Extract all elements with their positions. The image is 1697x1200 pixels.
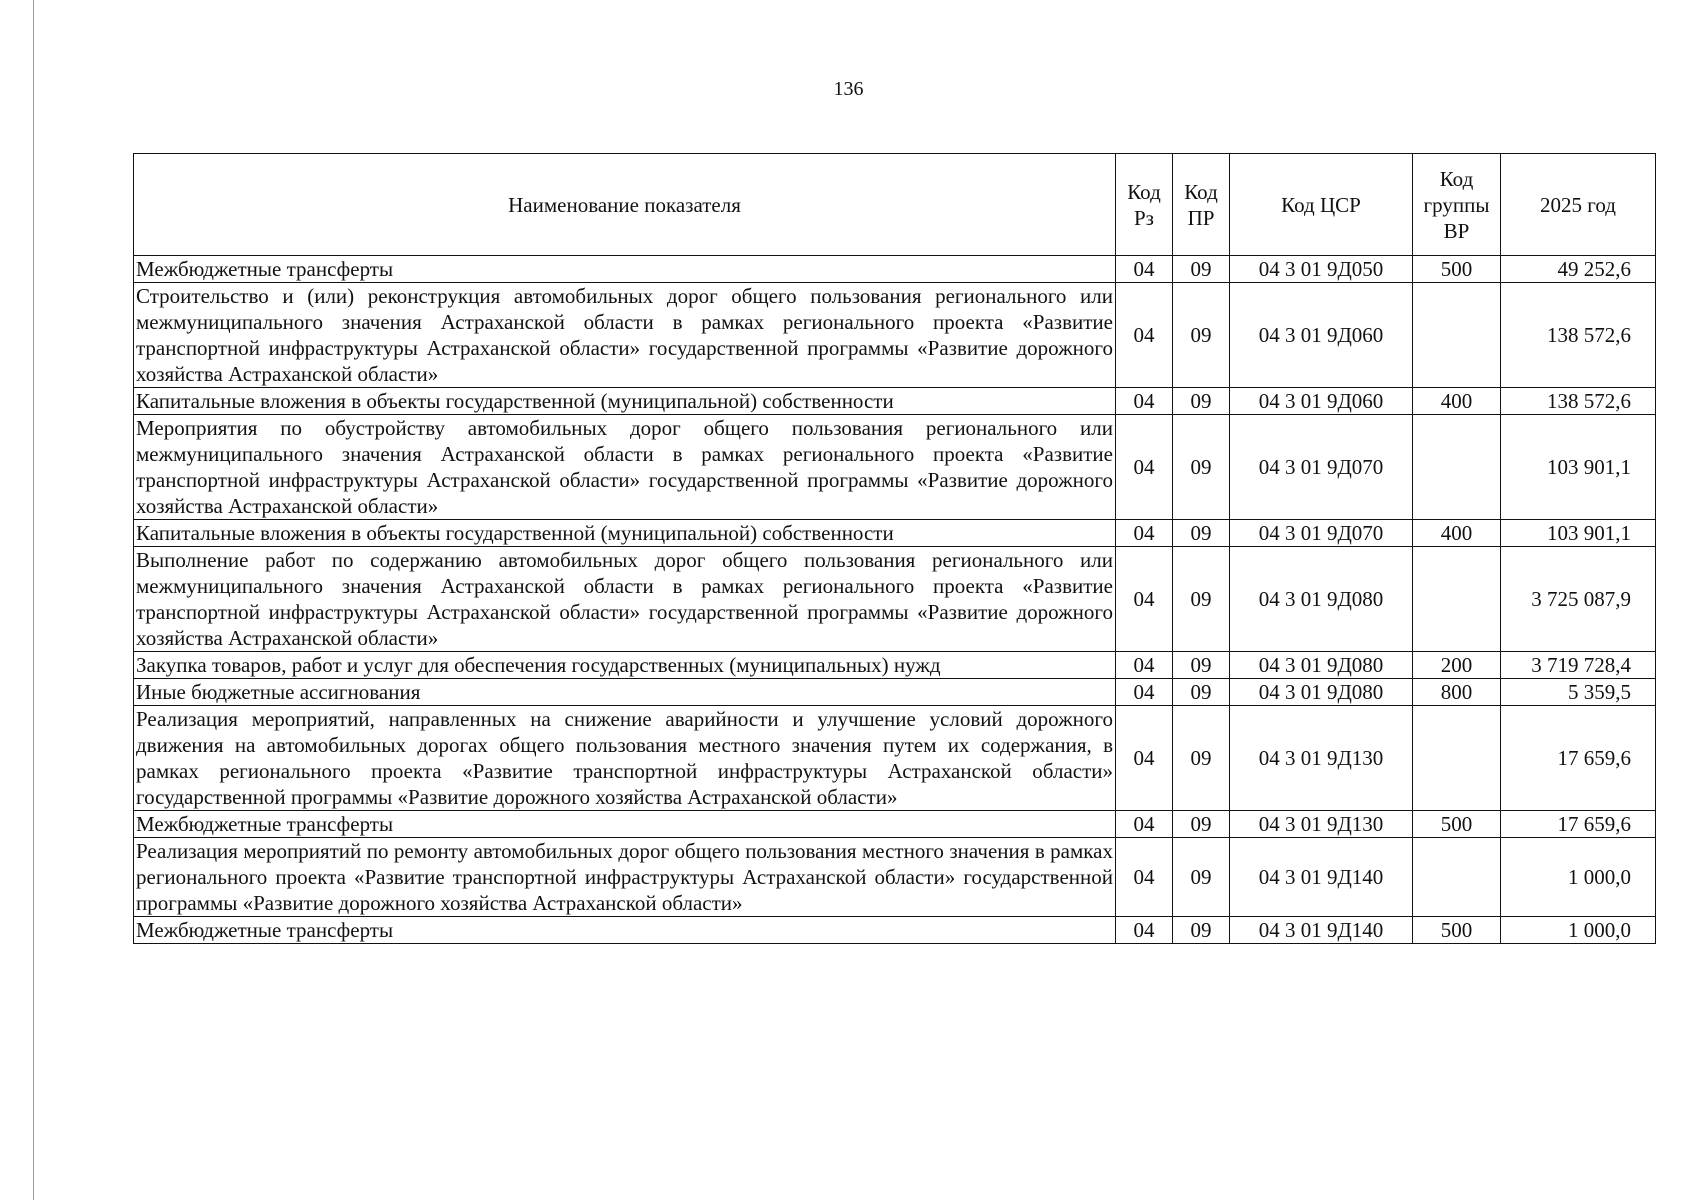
cell-csr: 04 3 01 9Д070 bbox=[1230, 415, 1413, 520]
cell-pr: 09 bbox=[1173, 679, 1230, 706]
cell-rz: 04 bbox=[1116, 388, 1173, 415]
cell-vr: 500 bbox=[1413, 917, 1501, 944]
cell-csr: 04 3 01 9Д130 bbox=[1230, 706, 1413, 811]
cell-vr bbox=[1413, 547, 1501, 652]
cell-name: Мероприятия по обустройству автомобильных дорог общего пользования регионального или межмуниципального значения Астраханской области в рамках регионального проекта «Развитие транспортной инфраструктуры Астраханской области» государственной программы «Развитие дорожного хозяйства Астраханской области» bbox=[134, 415, 1116, 520]
cell-vr: 800 bbox=[1413, 679, 1501, 706]
cell-name: Межбюджетные трансферты bbox=[134, 256, 1116, 283]
cell-rz: 04 bbox=[1116, 811, 1173, 838]
cell-amount: 17 659,6 bbox=[1501, 811, 1656, 838]
cell-csr: 04 3 01 9Д140 bbox=[1230, 838, 1413, 917]
cell-name: Реализация мероприятий, направленных на снижение аварийности и улучшение условий дорожного движения на автомобильных дорогах общего пользования местного значения путем их содержания, в рамках регионального проекта «Развитие транспортной инфраструктуры Астраханской области» государственной программы «Развитие дорожного хозяйства Астраханской области» bbox=[134, 706, 1116, 811]
cell-vr: 400 bbox=[1413, 520, 1501, 547]
cell-name: Иные бюджетные ассигнования bbox=[134, 679, 1116, 706]
cell-amount: 17 659,6 bbox=[1501, 706, 1656, 811]
cell-name: Капитальные вложения в объекты государственной (муниципальной) собственности bbox=[134, 388, 1116, 415]
cell-vr bbox=[1413, 283, 1501, 388]
cell-name: Межбюджетные трансферты bbox=[134, 917, 1116, 944]
cell-vr bbox=[1413, 838, 1501, 917]
header-pr: Код ПР bbox=[1173, 154, 1230, 256]
table-row bbox=[134, 388, 1656, 415]
cell-pr: 09 bbox=[1173, 388, 1230, 415]
cell-amount: 5 359,5 bbox=[1501, 679, 1656, 706]
table-row bbox=[134, 679, 1656, 706]
cell-csr: 04 3 01 9Д080 bbox=[1230, 679, 1413, 706]
cell-amount: 1 000,0 bbox=[1501, 838, 1656, 917]
cell-csr: 04 3 01 9Д130 bbox=[1230, 811, 1413, 838]
cell-pr: 09 bbox=[1173, 283, 1230, 388]
table-row bbox=[134, 256, 1656, 283]
cell-pr: 09 bbox=[1173, 811, 1230, 838]
cell-pr: 09 bbox=[1173, 520, 1230, 547]
cell-name: Выполнение работ по содержанию автомобильных дорог общего пользования регионального или межмуниципального значения Астраханской области в рамках регионального проекта «Развитие транспортной инфраструктуры Астраханской области» государственной программы «Развитие дорожного хозяйства Астраханской области» bbox=[134, 547, 1116, 652]
cell-pr: 09 bbox=[1173, 547, 1230, 652]
cell-rz: 04 bbox=[1116, 706, 1173, 811]
cell-vr: 500 bbox=[1413, 256, 1501, 283]
cell-name: Межбюджетные трансферты bbox=[134, 811, 1116, 838]
header-vr: Код группы ВР bbox=[1413, 154, 1501, 256]
header-name: Наименование показателя bbox=[134, 154, 1116, 256]
table-row bbox=[134, 706, 1656, 811]
cell-csr: 04 3 01 9Д140 bbox=[1230, 917, 1413, 944]
table-header-row bbox=[134, 154, 1656, 256]
cell-rz: 04 bbox=[1116, 917, 1173, 944]
header-year: 2025 год bbox=[1501, 154, 1656, 256]
cell-vr bbox=[1413, 706, 1501, 811]
cell-pr: 09 bbox=[1173, 415, 1230, 520]
cell-pr: 09 bbox=[1173, 838, 1230, 917]
cell-amount: 1 000,0 bbox=[1501, 917, 1656, 944]
cell-vr: 400 bbox=[1413, 388, 1501, 415]
table-row bbox=[134, 917, 1656, 944]
cell-rz: 04 bbox=[1116, 256, 1173, 283]
cell-rz: 04 bbox=[1116, 520, 1173, 547]
cell-rz: 04 bbox=[1116, 415, 1173, 520]
cell-pr: 09 bbox=[1173, 256, 1230, 283]
table-row bbox=[134, 547, 1656, 652]
cell-name: Реализация мероприятий по ремонту автомобильных дорог общего пользования местного значения в рамках регионального проекта «Развитие транспортной инфраструктуры Астраханской области» государственной программы «Развитие дорожного хозяйства Астраханской области» bbox=[134, 838, 1116, 917]
table-row bbox=[134, 415, 1656, 520]
cell-csr: 04 3 01 9Д080 bbox=[1230, 652, 1413, 679]
cell-rz: 04 bbox=[1116, 283, 1173, 388]
budget-table bbox=[133, 153, 1656, 944]
cell-amount: 3 719 728,4 bbox=[1501, 652, 1656, 679]
cell-vr bbox=[1413, 415, 1501, 520]
cell-csr: 04 3 01 9Д080 bbox=[1230, 547, 1413, 652]
table-row bbox=[134, 283, 1656, 388]
cell-rz: 04 bbox=[1116, 679, 1173, 706]
header-csr: Код ЦСР bbox=[1230, 154, 1413, 256]
cell-rz: 04 bbox=[1116, 547, 1173, 652]
cell-rz: 04 bbox=[1116, 652, 1173, 679]
table-row bbox=[134, 652, 1656, 679]
cell-vr: 500 bbox=[1413, 811, 1501, 838]
cell-amount: 103 901,1 bbox=[1501, 520, 1656, 547]
cell-amount: 138 572,6 bbox=[1501, 283, 1656, 388]
cell-csr: 04 3 01 9Д070 bbox=[1230, 520, 1413, 547]
cell-amount: 103 901,1 bbox=[1501, 415, 1656, 520]
table-row bbox=[134, 811, 1656, 838]
cell-amount: 138 572,6 bbox=[1501, 388, 1656, 415]
cell-pr: 09 bbox=[1173, 706, 1230, 811]
cell-csr: 04 3 01 9Д060 bbox=[1230, 283, 1413, 388]
header-rz: Код Рз bbox=[1116, 154, 1173, 256]
cell-rz: 04 bbox=[1116, 838, 1173, 917]
table-row bbox=[134, 838, 1656, 917]
cell-amount: 49 252,6 bbox=[1501, 256, 1656, 283]
table-row bbox=[134, 520, 1656, 547]
cell-csr: 04 3 01 9Д050 bbox=[1230, 256, 1413, 283]
page-number: 136 bbox=[833, 78, 864, 100]
cell-name: Строительство и (или) реконструкция автомобильных дорог общего пользования регионального или межмуниципального значения Астраханской области в рамках регионального проекта «Развитие транспортной инфраструктуры Астраханской области» государственной программы «Развитие дорожного хозяйства Астраханской области» bbox=[134, 283, 1116, 388]
cell-name: Капитальные вложения в объекты государственной (муниципальной) собственности bbox=[134, 520, 1116, 547]
scan-edge-line bbox=[33, 0, 34, 1200]
cell-pr: 09 bbox=[1173, 652, 1230, 679]
cell-vr: 200 bbox=[1413, 652, 1501, 679]
cell-pr: 09 bbox=[1173, 917, 1230, 944]
cell-name: Закупка товаров, работ и услуг для обеспечения государственных (муниципальных) нужд bbox=[134, 652, 1116, 679]
cell-csr: 04 3 01 9Д060 bbox=[1230, 388, 1413, 415]
cell-amount: 3 725 087,9 bbox=[1501, 547, 1656, 652]
